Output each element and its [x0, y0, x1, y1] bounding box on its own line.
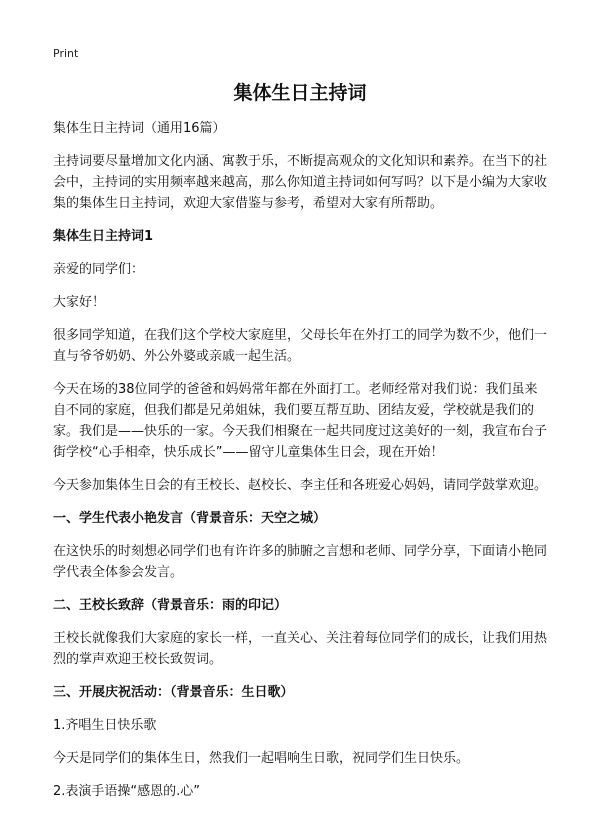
- document-subtitle: 集体生日主持词（通用16篇）: [53, 121, 226, 136]
- document-body: [53, 118, 549, 814]
- list-item: 2.表演手语操“感恩的.心”: [53, 784, 201, 799]
- intro-paragraph: 主持词要尽量增加文化内涵、寓教于乐，不断提高观众的文化知识和素养。在当下的社会中，主持词的实用频率越来越高，那么你知道主持词如何写吗？以下是小编为大家收集的集体生日主持词，欢迎大家借鉴与参考，希望对大家有所帮助。: [53, 154, 548, 211]
- section-heading: 集体生日主持词1: [53, 229, 154, 244]
- body-paragraph: 今天是同学们的集体生日，然我们一起唱响生日歌，祝同学们生日快乐。: [53, 751, 470, 766]
- subsection-heading: 三、开展庆祝活动：（背景音乐：生日歌）: [53, 685, 294, 700]
- greeting-line: 大家好！: [53, 295, 106, 310]
- body-paragraph: 今天在场的38位同学的爸爸和妈妈常年都在外面打工。老师经常对我们说：我们虽来自不同的家庭，但我们都是兄弟姐妹，我们要互帮互助、团结友爱，学校就是我们的家。我们是——快乐的一家。今天我们相聚在一起共同度过这美好的一刻，我宣布台子街学校“心手相牵，快乐成长”——留守儿童集体生日会，现在开始！: [53, 382, 548, 460]
- page-title: 集体生日主持词: [233, 82, 367, 104]
- subsection-heading: 一、学生代表小艳发言（背景音乐：天空之城）: [53, 511, 327, 526]
- body-paragraph: 很多同学知道，在我们这个学校大家庭里，父母长年在外打工的同学为数不少，他们一直与爷爷奶奶、外公外婆或亲戚一起生活。: [53, 328, 548, 364]
- subsection-heading: 二、王校长致辞（背景音乐：雨的印记）: [53, 598, 288, 613]
- body-paragraph: 在这快乐的时刻想必同学们也有许许多的肺腑之言想和老师、同学分享，下面请小艳同学代表全体参会发言。: [53, 544, 548, 580]
- body-paragraph: 今天参加集体生日会的有王校长、赵校长、李主任和各班爱心妈妈，请同学鼓掌欢迎。: [53, 478, 548, 493]
- body-paragraph: 王校长就像我们大家庭的家长一样，一直关心、关注着每位同学们的成长，让我们用热烈的掌声欢迎王校长致贺词。: [53, 631, 548, 667]
- list-item: 1.齐唱生日快乐歌: [53, 718, 157, 733]
- greeting-line: 亲爱的同学们：: [53, 262, 145, 277]
- print-link[interactable]: Print: [53, 47, 79, 60]
